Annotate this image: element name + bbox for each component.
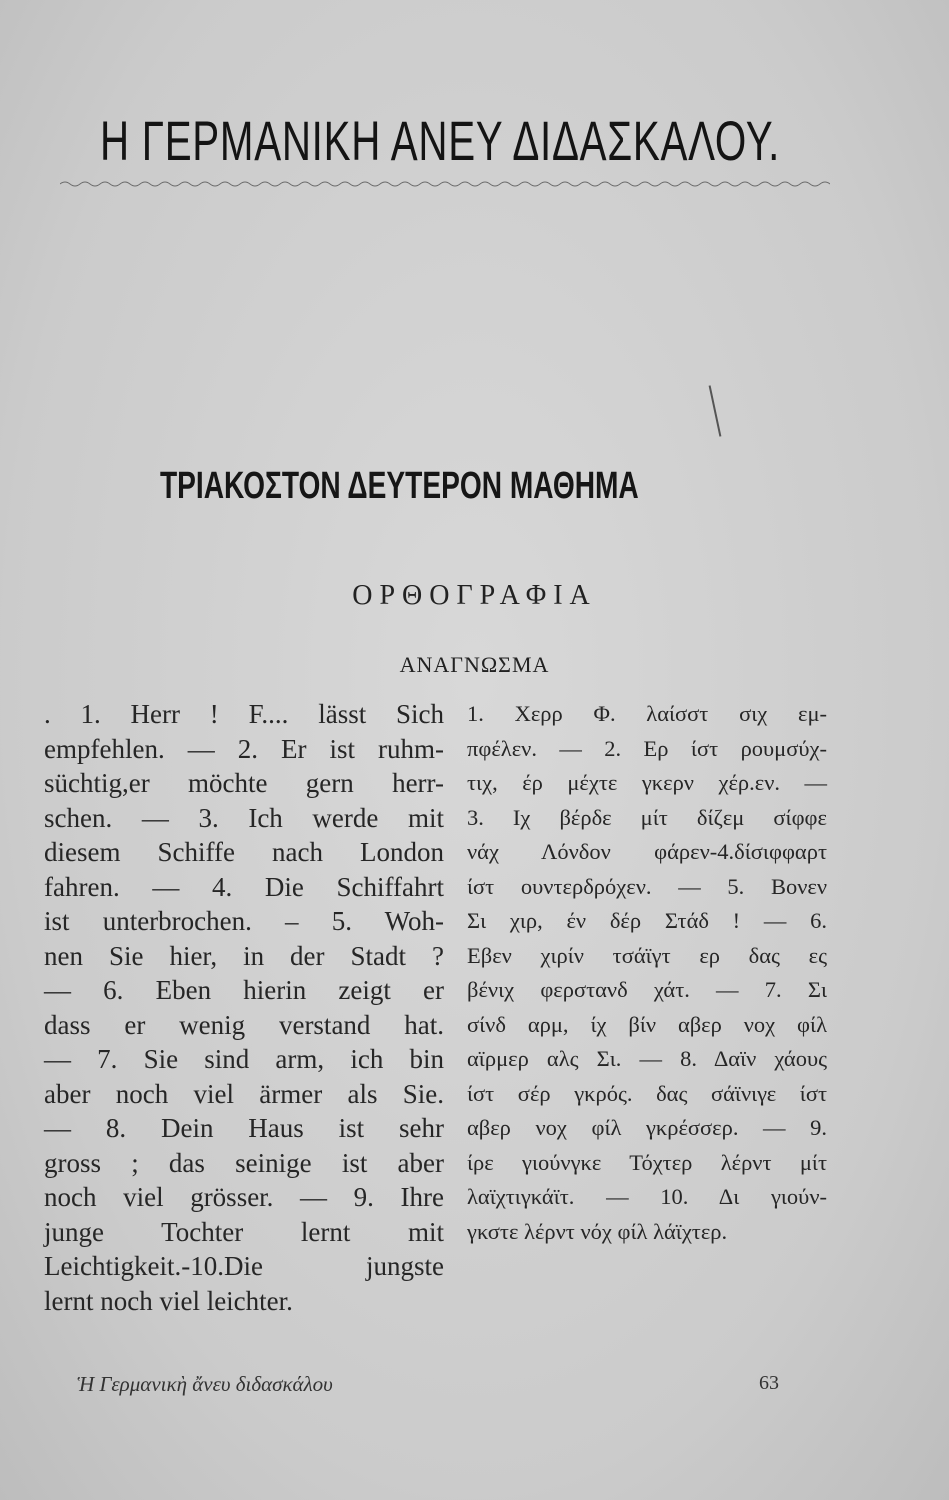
greek-line: σίνδ αρμ, ίχ βίν αβερ νοχ φίλ bbox=[467, 1011, 827, 1037]
german-line: gross ; das seinige ist aber bbox=[44, 1147, 444, 1178]
german-line: noch viel grösser. — 9. Ihre bbox=[44, 1182, 444, 1212]
greek-line: 3. Ιχ βέρδε μίτ δίζεμ σίφφε bbox=[467, 804, 827, 830]
german-line: nen Sie hier, in der Stadt ? bbox=[44, 940, 444, 971]
greek-line: 1. Χερρ Φ. λαίσστ σιχ εμ- bbox=[467, 701, 827, 726]
greek-line: νάχ Λόνδον φάρεν-4.δίσιφφαρτ bbox=[467, 839, 827, 864]
german-line: ist unterbrochen. – 5. Woh- bbox=[44, 906, 444, 936]
german-line: Leichtigkeit.-10.Die jungste bbox=[44, 1251, 444, 1281]
greek-line: γκστε λέρντ νόχ φίλ λάϊχτερ. bbox=[467, 1218, 728, 1244]
german-line: fahren. — 4. Die Schiffahrt bbox=[44, 871, 444, 902]
page-number: 63 bbox=[759, 1372, 779, 1394]
greek-line: τιχ, έρ μέχτε γκερν χέρ.εν. — bbox=[467, 770, 827, 795]
german-reading-column bbox=[44, 697, 444, 1318]
wavy-rule bbox=[60, 180, 830, 188]
german-line: lernt noch viel leichter. bbox=[44, 1285, 293, 1316]
german-line: junge Tochter lernt mit bbox=[44, 1216, 444, 1247]
greek-transliteration-column bbox=[467, 697, 827, 1249]
german-line: dass er wenig verstand hat. bbox=[44, 1009, 444, 1040]
greek-line: αϊρμερ αλς Σι. — 8. Δαϊν χάους bbox=[467, 1046, 827, 1071]
greek-line: ίστ σέρ γκρός. δας σάϊνιγε ίστ bbox=[467, 1080, 827, 1106]
subsection-title: ΑΝΑΓΝΩΣΜΑ bbox=[399, 652, 550, 677]
german-line: empfehlen. — 2. Er ist ruhm- bbox=[44, 733, 444, 764]
german-line: schen. — 3. Ich werde mit bbox=[44, 802, 444, 833]
greek-line: βένιχ φερστανδ χάτ. — 7. Σι bbox=[467, 977, 827, 1002]
lesson-title: ΤΡΙΑΚΟΣΤΟΝ ΔΕΥΤΕΡΟΝ ΜΑΘΗΜΑ bbox=[160, 465, 639, 507]
footer-book-title: Ἡ Γερμανικὴ ἄνευ διδασκάλου bbox=[77, 1372, 333, 1396]
greek-line: αβερ νοχ φίλ γκρέσσερ. — 9. bbox=[467, 1115, 827, 1140]
german-line: aber noch viel ärmer als Sie. bbox=[44, 1078, 444, 1109]
greek-line: ίστ ουντερδρόχεν. — 5. Βονεν bbox=[467, 873, 827, 899]
german-line: — 8. Dein Haus ist sehr bbox=[44, 1113, 444, 1143]
german-line: — 7. Sie sind arm, ich bin bbox=[44, 1044, 444, 1074]
greek-line: λαϊχτιγκάϊτ. — 10. Δι γιούν- bbox=[467, 1184, 827, 1209]
german-line: süchtig,er möchte gern herr- bbox=[44, 768, 444, 798]
greek-line: πφέλεν. — 2. Ερ ίστ ρουμσύχ- bbox=[467, 735, 827, 761]
greek-line: ίρε γιούνγκε Τόχτερ λέρντ μίτ bbox=[467, 1149, 827, 1175]
pencil-stroke bbox=[709, 385, 722, 436]
greek-line: Εβεν χιρίν τσάϊγτ ερ δας ες bbox=[467, 942, 827, 968]
section-title: ΟΡΘΟΓΡΑΦΙΑ bbox=[352, 580, 597, 611]
running-title: Η ΓΕΡΜΑΝΙΚΗ ΑΝΕΥ ΔΙΔΑΣΚΑΛΟΥ. bbox=[100, 109, 781, 172]
german-line: — 6. Eben hierin zeigt er bbox=[44, 975, 444, 1005]
german-line: diesem Schiffe nach London bbox=[44, 837, 444, 867]
greek-line: Σι χιρ, έν δέρ Στάδ ! — 6. bbox=[467, 908, 827, 933]
german-line: . 1. Herr ! F.... lässt Sich bbox=[44, 699, 444, 729]
